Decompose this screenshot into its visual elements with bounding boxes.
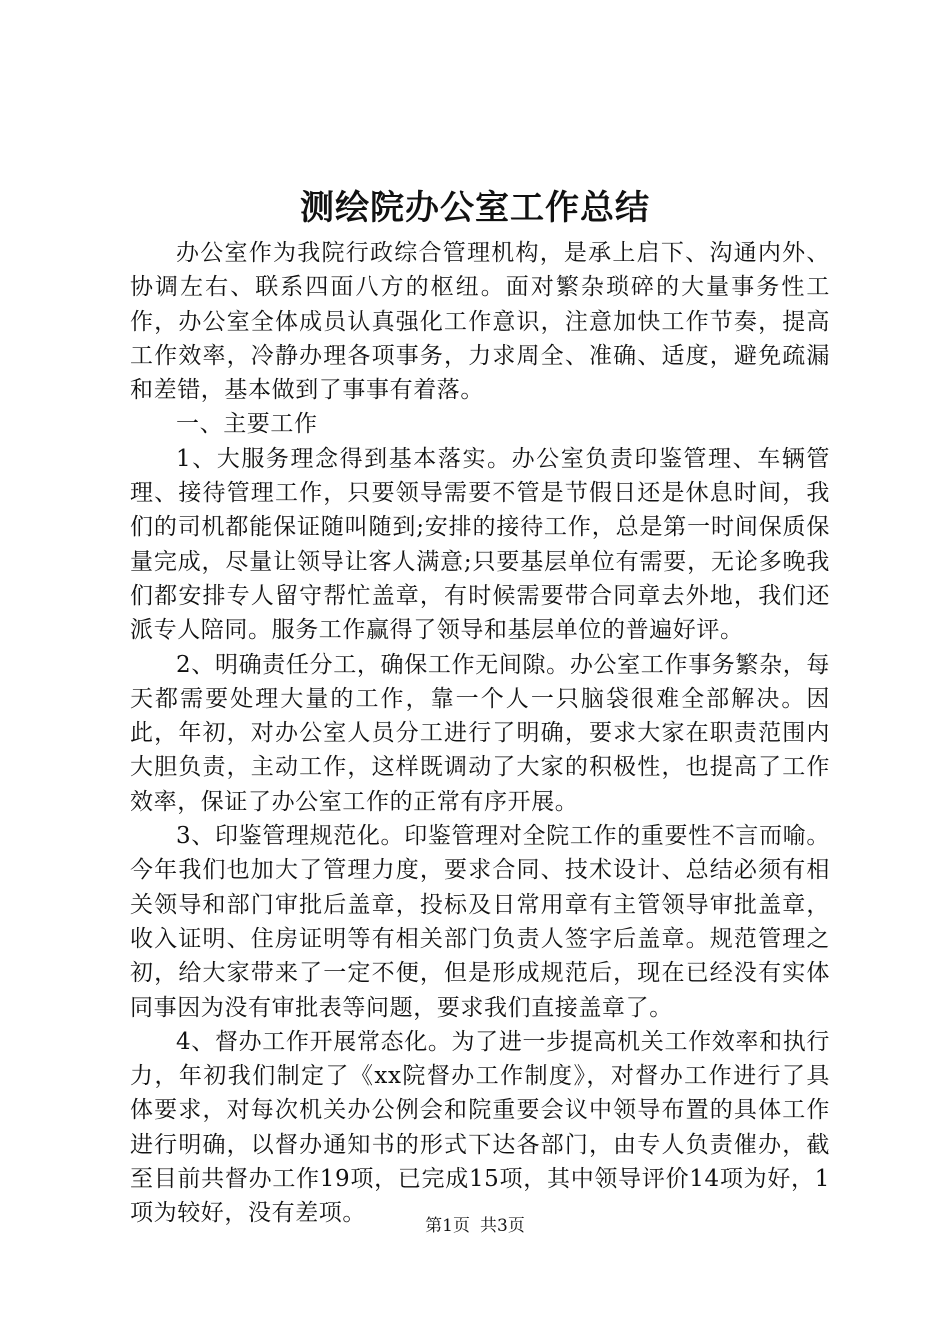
paragraph-item-3: 3、印鉴管理规范化。印鉴管理对全院工作的重要性不言而喻。今年我们也加大了管理力度，要求合同、技术设计、总结必须有相关领导和部门审批后盖章，投标及日常用章有主管领导审批盖章，收入证明、住房证明等有相关部门负责人签字后盖章。规范管理之初，给大家带来了一定不便，但是形成规范后，现在已经没有实体同事因为没有审批表等问题，要求我们直接盖章了。	[130, 823, 830, 1021]
paragraph-item-4: 4、督办工作开展常态化。为了进一步提高机关工作效率和执行力，年初我们制定了《xx院督办工作制度》，对督办工作进行了具体要求，对每次机关办公例会和院重要会议中领导布置的具体工作进行明确，以督办通知书的形式下达各部门，由专人负责催办，截至目前共督办工作19项，已完成15项，其中领导评价14项为好，1项为较好，没有差项。	[130, 1028, 830, 1227]
section-heading: 一、主要工作	[176, 411, 318, 438]
page-total: 共3页	[480, 1216, 525, 1236]
intro-paragraph: 办公室作为我院行政综合管理机构，是承上启下、沟通内外、协调左右、联系四面八方的枢纽。面对繁杂琐碎的大量事务性工作，办公室全体成员认真强化工作意识，注意加快工作节奏，提高工作效率，冷静办理各项事务，力求周全、准确、适度，避免疏漏和差错，基本做到了事事有着落。	[130, 240, 830, 404]
page-number: 第1页	[425, 1216, 470, 1236]
paragraph-item-1: 1、大服务理念得到基本落实。办公室负责印鉴管理、车辆管理、接待管理工作，只要领导需要不管是节假日还是休息时间，我们的司机都能保证随叫随到;安排的接待工作，总是第一时间保质保量完成，尽量让领导让客人满意;只要基层单位有需要，无论多晚我们都安排专人留守帮忙盖章，有时候需要带合同章去外地，我们还派专人陪同。服务工作赢得了领导和基层单位的普遍好评。	[130, 445, 830, 644]
paragraph-item-2: 2、明确责任分工，确保工作无间隙。办公室工作事务繁杂，每天都需要处理大量的工作，靠一个人一只脑袋很难全部解决。因此，年初，对办公室人员分工进行了明确，要求大家在职责范围内大胆负责，主动工作，这样既调动了大家的积极性，也提高了工作效率，保证了办公室工作的正常有序开展。	[130, 651, 830, 815]
page-footer	[0, 1214, 950, 1238]
document-title: 测绘院办公室工作总结	[300, 188, 650, 228]
document-body	[130, 236, 830, 1231]
